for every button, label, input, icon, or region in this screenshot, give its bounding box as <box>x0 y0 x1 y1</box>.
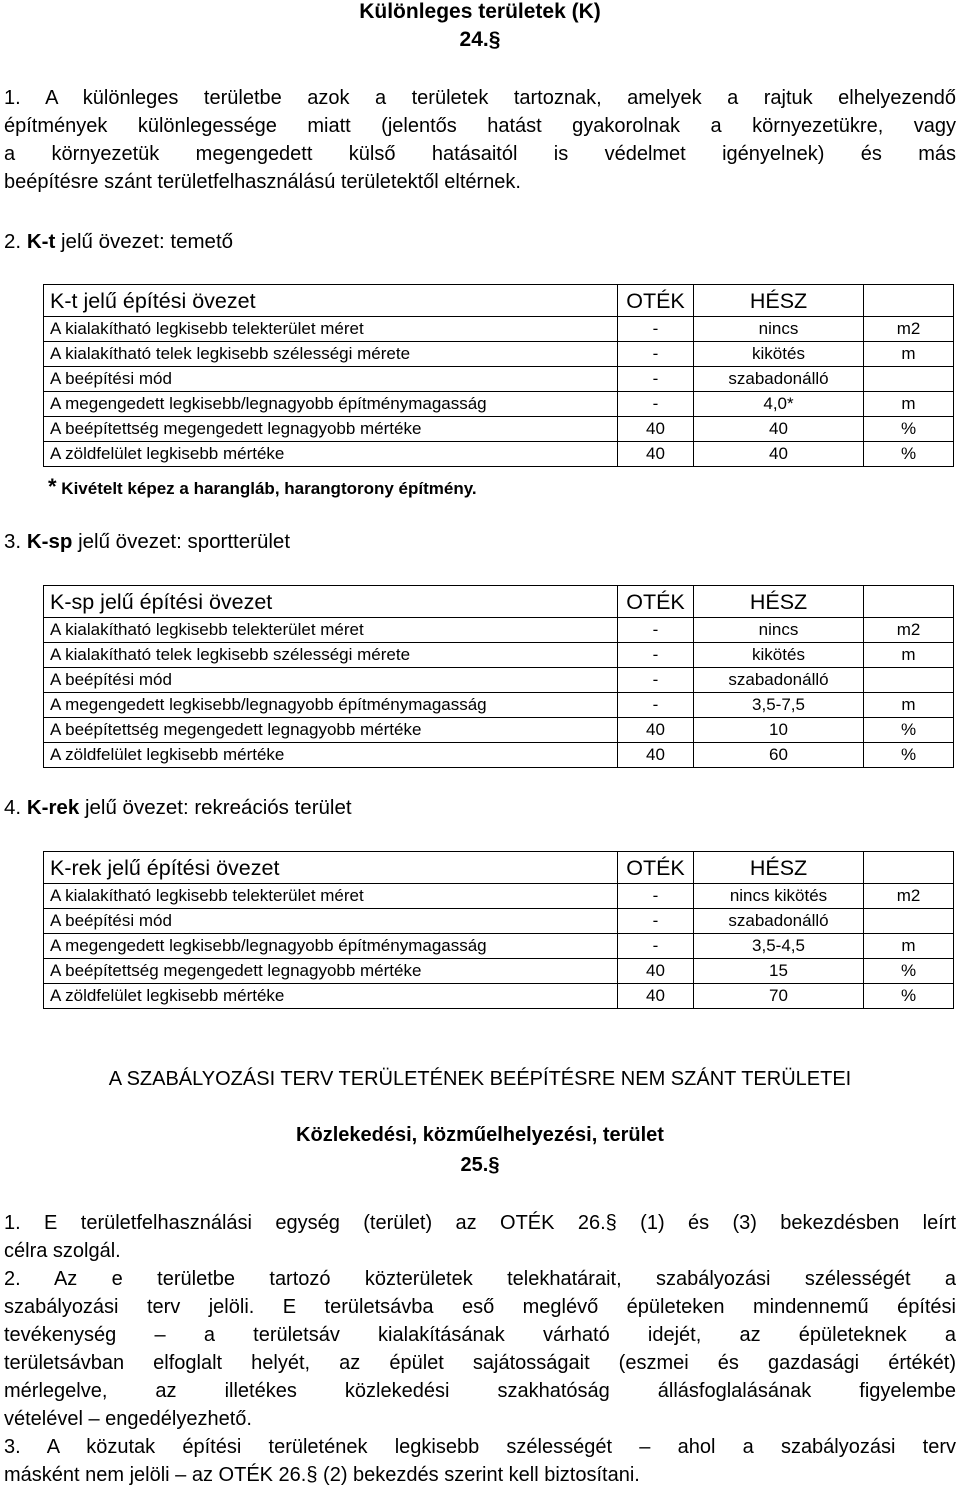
table-cell: m <box>864 342 954 367</box>
text-line: építmények különlegessége miatt (jelentős hatást gyakorolnak a környezetükre, vagy <box>4 115 956 137</box>
text-line-part: (1) és (3) bekezdésben leírt <box>616 1212 956 1234</box>
kt-footnote <box>48 474 477 500</box>
table-cell: A megengedett legkisebb/legnagyobb építménymagasság <box>44 693 618 718</box>
table-cell: kikötés <box>694 643 864 668</box>
table-row <box>44 342 954 367</box>
text-line: vételével – engedélyezhető. <box>4 1408 252 1430</box>
heading-text: jelű övezet: sportterület <box>78 530 291 553</box>
table-cell: A beépítettség megengedett legnagyobb mértéke <box>44 417 618 442</box>
heading-code: K-sp <box>26 530 73 553</box>
table-cell: m <box>864 693 954 718</box>
table-cell: A kialakítható telek legkisebb szélességi mérete <box>44 342 618 367</box>
kt-heading <box>4 230 233 254</box>
table-row <box>44 743 954 768</box>
table-row <box>44 392 954 417</box>
table-cell: 3,5-7,5 <box>694 693 864 718</box>
krek-table <box>43 851 954 1009</box>
text-line-part: másként nem jelöli – az OTÉK 26. <box>4 1464 307 1486</box>
header-cell <box>864 586 954 618</box>
table-row <box>44 693 954 718</box>
table-cell: A beépítési mód <box>44 668 618 693</box>
section-sign-icon: § <box>488 28 501 51</box>
table-cell: 40 <box>618 718 694 743</box>
table-cell: A kialakítható legkisebb telekterület méret <box>44 317 618 342</box>
header-cell: K-t jelű építési övezet <box>44 285 618 317</box>
text-line: 2. Az e területbe tartozó közterületek telekhatárait, szabályozási szélességét a <box>4 1268 956 1290</box>
header-cell <box>864 852 954 884</box>
table-cell: A megengedett legkisebb/legnagyobb építménymagasság <box>44 934 618 959</box>
header-cell: HÉSZ <box>694 285 864 317</box>
header-cell: OTÉK <box>618 285 694 317</box>
table-row <box>44 934 954 959</box>
table-cell: 15 <box>694 959 864 984</box>
section-sign-icon: § <box>605 1212 617 1234</box>
section-number <box>0 1154 960 1177</box>
table-cell: 10 <box>694 718 864 743</box>
table-row <box>44 643 954 668</box>
heading-number: 2. <box>4 230 22 253</box>
table-row <box>44 959 954 984</box>
table-cell: 40 <box>694 417 864 442</box>
chapter-title: Különleges területek (K) <box>359 0 601 23</box>
table-header-row <box>44 586 954 618</box>
table-cell: 3,5-4,5 <box>694 934 864 959</box>
table-cell: m2 <box>864 884 954 909</box>
table-cell: - <box>618 392 694 417</box>
heading-number: 4. <box>4 796 22 819</box>
table-cell: 60 <box>694 743 864 768</box>
ksp-heading <box>4 530 290 554</box>
section-sign-icon: § <box>488 1154 500 1176</box>
table-cell: 4,0* <box>694 392 864 417</box>
table-cell: % <box>864 442 954 467</box>
table-cell: szabadonálló <box>694 367 864 392</box>
table-row <box>44 668 954 693</box>
table-cell: - <box>618 668 694 693</box>
heading-code: K-rek <box>26 796 80 819</box>
table-cell: A beépítési mód <box>44 367 618 392</box>
table-cell: % <box>864 959 954 984</box>
text-line: beépítésre szánt területfelhasználású területektől eltérnek. <box>4 171 521 193</box>
table-cell: m2 <box>864 317 954 342</box>
table-cell: A kialakítható telek legkisebb szélességi mérete <box>44 643 618 668</box>
intro-paragraph <box>4 84 956 196</box>
heading-text: jelű övezet: temető <box>60 230 234 253</box>
header-cell <box>864 285 954 317</box>
table-cell: % <box>864 743 954 768</box>
table-cell: % <box>864 718 954 743</box>
section-sign-icon: § <box>306 1464 318 1486</box>
text-line: 3. A közutak építési területének legkisebb szélességét – ahol a szabályozási terv <box>4 1436 956 1458</box>
header-cell: K-rek jelű építési övezet <box>44 852 618 884</box>
table-cell: A kialakítható legkisebb telekterület méret <box>44 618 618 643</box>
table-cell: A zöldfelület legkisebb mértéke <box>44 743 618 768</box>
table-cell: A beépítettség megengedett legnagyobb mértéke <box>44 718 618 743</box>
table-cell: - <box>618 934 694 959</box>
table-row <box>44 317 954 342</box>
text-line: szabályozási terv jelöli. E területsávba eső meglévő épületeken mindennemű építési <box>4 1296 956 1318</box>
table-cell: A beépítési mód <box>44 909 618 934</box>
table-cell: szabadonálló <box>694 909 864 934</box>
section-number-text: 25. <box>460 1154 489 1176</box>
header-cell: HÉSZ <box>694 586 864 618</box>
table-cell <box>864 909 954 934</box>
table-cell <box>864 668 954 693</box>
text-line <box>4 1461 956 1489</box>
heading-text: jelű övezet: rekreációs terület <box>84 796 352 819</box>
table-cell: 40 <box>618 442 694 467</box>
table-cell: - <box>618 342 694 367</box>
table-cell: - <box>618 643 694 668</box>
table-cell: - <box>618 693 694 718</box>
table-row <box>44 984 954 1009</box>
table-cell: nincs <box>694 618 864 643</box>
table-cell: A megengedett legkisebb/legnagyobb építménymagasság <box>44 392 618 417</box>
table-cell: - <box>618 367 694 392</box>
table-cell: A zöldfelület legkisebb mértéke <box>44 442 618 467</box>
text-line <box>4 1209 956 1237</box>
table-row <box>44 417 954 442</box>
table-header-row <box>44 285 954 317</box>
table-cell: A beépítettség megengedett legnagyobb mértéke <box>44 959 618 984</box>
text-line: a környezetük megengedett külső hatásaitól is védelmet igényelnek) és más <box>4 143 956 165</box>
footnote-text: Kivételt képez a harangláb, harangtorony építmény. <box>61 479 477 498</box>
table-cell: m <box>864 643 954 668</box>
section-number-text: 24. <box>459 28 489 51</box>
header-cell: K-sp jelű építési övezet <box>44 586 618 618</box>
table-cell: nincs kikötés <box>694 884 864 909</box>
text-line-part: (2) bekezdés szerint kell biztosítani. <box>317 1464 640 1486</box>
table-cell: A zöldfelület legkisebb mértéke <box>44 984 618 1009</box>
table-row <box>44 909 954 934</box>
table-row <box>44 718 954 743</box>
heading-code: K-t <box>26 230 56 253</box>
table-cell: - <box>618 618 694 643</box>
kt-table <box>43 284 954 467</box>
table-cell: 40 <box>618 743 694 768</box>
table-row <box>44 884 954 909</box>
part-title: A SZABÁLYOZÁSI TERV TERÜLETÉNEK BEÉPÍTÉSRE NEM SZÁNT TERÜLETEI <box>108 1068 852 1090</box>
text-line: területsávban elfoglalt helyét, az épület sajátosságait (eszmei és gazdasági értékét) <box>4 1352 956 1374</box>
table-cell: - <box>618 884 694 909</box>
header-cell: OTÉK <box>618 852 694 884</box>
table-cell: m <box>864 934 954 959</box>
table-cell: 40 <box>618 959 694 984</box>
table-cell: szabadonálló <box>694 668 864 693</box>
krek-heading <box>4 796 352 820</box>
part-subtitle: Közlekedési, közműelhelyezési, terület <box>296 1124 664 1146</box>
table-cell: A kialakítható legkisebb telekterület méret <box>44 884 618 909</box>
table-cell: 40 <box>618 417 694 442</box>
table-cell <box>864 367 954 392</box>
table-cell: % <box>864 417 954 442</box>
header-cell: OTÉK <box>618 586 694 618</box>
text-line: mérlegelve, az illetékes közlekedési szakhatóság állásfoglalásának figyelembe <box>4 1380 956 1402</box>
ksp-table <box>43 585 954 768</box>
part2-paragraphs <box>4 1209 956 1489</box>
table-header-row <box>44 852 954 884</box>
heading-number: 3. <box>4 530 22 553</box>
table-cell: - <box>618 909 694 934</box>
table-cell: - <box>618 317 694 342</box>
table-row <box>44 367 954 392</box>
table-cell: 40 <box>618 984 694 1009</box>
text-line: célra szolgál. <box>4 1240 121 1262</box>
table-cell: 40 <box>694 442 864 467</box>
table-row <box>44 442 954 467</box>
table-cell: m2 <box>864 618 954 643</box>
table-cell: 70 <box>694 984 864 1009</box>
table-cell: kikötés <box>694 342 864 367</box>
section-number <box>0 28 960 52</box>
table-cell: m <box>864 392 954 417</box>
footnote-star: * <box>48 474 57 499</box>
table-cell: % <box>864 984 954 1009</box>
text-line-part: 1. E területfelhasználási egység (terület) az OTÉK 26. <box>4 1212 606 1234</box>
text-line: tevékenység – a területsáv kialakításának várható idejét, az épületeknek a <box>4 1324 956 1346</box>
table-cell: nincs <box>694 317 864 342</box>
header-cell: HÉSZ <box>694 852 864 884</box>
text-line: 1. A különleges területbe azok a területek tartoznak, amelyek a rajtuk elhelyezendő <box>4 87 956 109</box>
table-row <box>44 618 954 643</box>
